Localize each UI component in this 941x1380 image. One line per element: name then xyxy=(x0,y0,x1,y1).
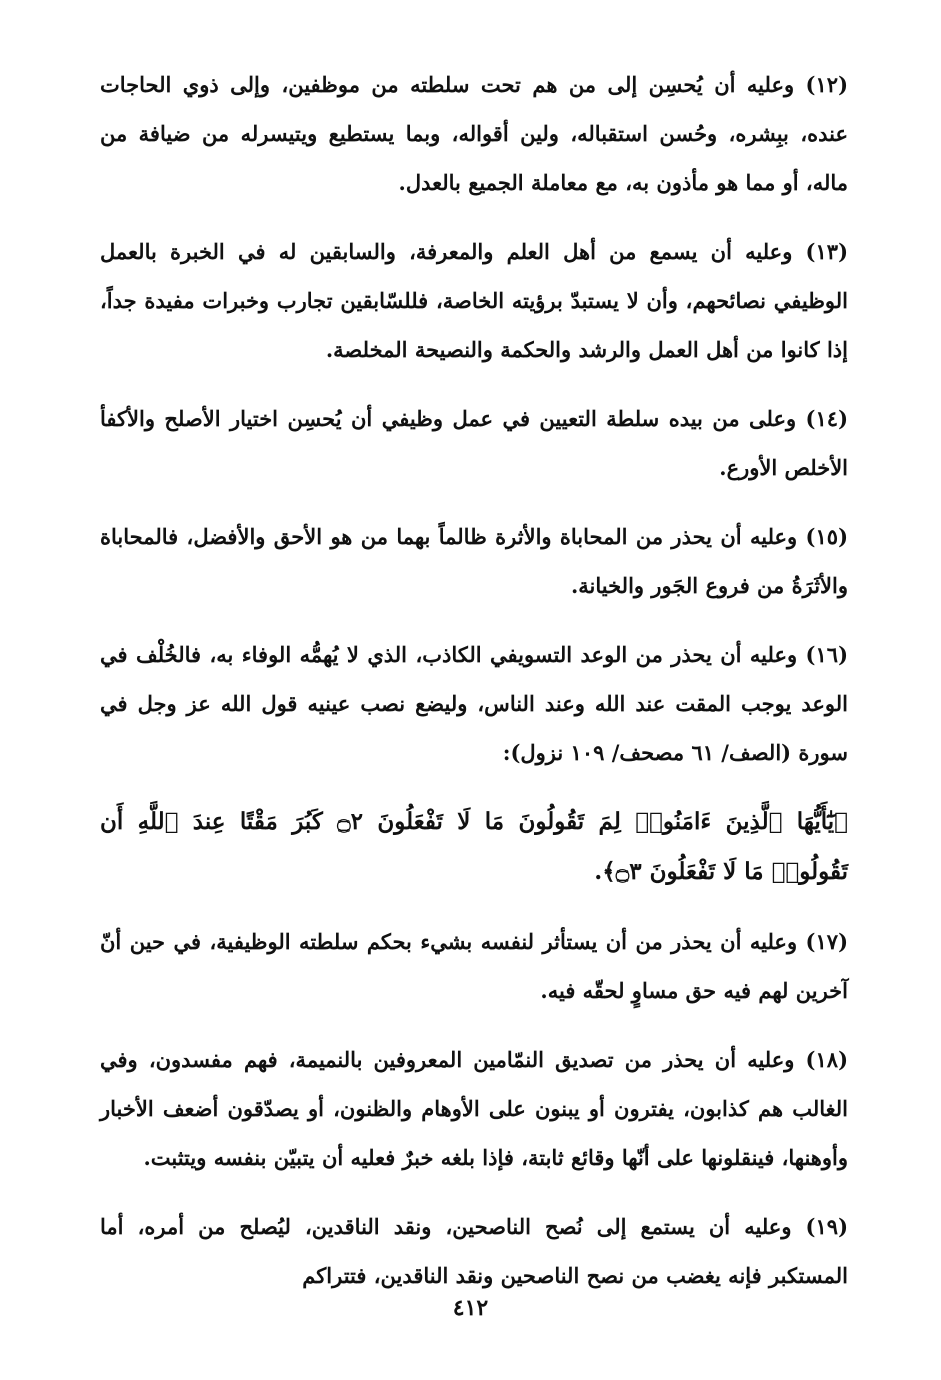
paragraph-18: (١٨) وعليه أن يحذر من تصديق النمّامين المعروفين بالنميمة، فهم مفسدون، وفي الغالب هم كذابون، يفترون أو يبنون على الأوهام والظنون، أو يصدّقون أضعف الأخبار وأوهنها، فينقلونها على أنّها وقائع ثابتة، فإذا بلغه خبرٌ فعليه أن يتبيّن بنفسه ويتثبت. xyxy=(100,1047,848,1170)
page-body xyxy=(100,60,848,1320)
paragraph-12: (١٢) وعليه أن يُحسِن إلى من هم تحت سلطته من موظفين، وإلى ذوي الحاجات عنده، ببِشره، وحُسن استقباله، ولين أقواله، وبما يستطيع ويتيسرله من ضيافة من ماله، أو مما هو مأذون به، مع معاملة الجميع بالعدل. xyxy=(100,72,848,195)
quran-verse: ﴿يَٰٓأَيُّهَا ٱلَّذِينَ ءَامَنُوا۟ لِمَ تَقُولُونَ مَا لَا تَفْعَلُونَ ۝٢ كَبُرَ مَقْتًا عِندَ ٱللَّهِ أَن تَقُولُوا۟ مَا لَا تَفْعَلُونَ ۝٣﴾. xyxy=(100,808,848,885)
paragraph-17: (١٧) وعليه أن يحذر من أن يستأثر لنفسه بشيء بحكم سلطته الوظيفية، في حين أنّ آخرين لهم فيه حق مساوٍ لحقّه فيه. xyxy=(100,929,848,1003)
paragraph-13: (١٣) وعليه أن يسمع من أهل العلم والمعرفة، والسابقين له في الخبرة بالعمل الوظيفي نصائحهم، وأن لا يستبدّ برؤيته الخاصة، فللسّابقين تجارب وخبرات مفيدة جداً، إذا كانوا من أهل العمل والرشد والحكمة والنصيحة المخلصة. xyxy=(100,239,848,362)
paragraph-14: (١٤) وعلى من بيده سلطة التعيين في عمل وظيفي أن يُحسِن اختيار الأصلح والأكفأ الأخلص الأورع. xyxy=(100,406,848,480)
page-number: ٤١٢ xyxy=(452,1295,489,1321)
paragraph-19: (١٩) وعليه أن يستمع إلى نُصح الناصحين، ونقد الناقدين، ليُصلح من أمره، أما المستكبر فإنه يغضب من نصح الناصحين ونقد الناقدين، فتتراكم xyxy=(100,1214,848,1288)
paragraph-16: (١٦) وعليه أن يحذر من الوعد التسويفي الكاذب، الذي لا يُهمُّه الوفاء به، فالخُلْف في الوعد يوجب المقت عند الله وعند الناس، وليضع نصب عينيه قول الله عز وجل في سورة (الصف/ ٦١ مصحف/ ١٠٩ نزول): xyxy=(100,642,848,765)
paragraph-15: (١٥) وعليه أن يحذر من المحاباة والأثرة ظالماً بهما من هو الأحق والأفضل، فالمحاباة والأثَرَةُ من فروع الجَور والخيانة. xyxy=(100,524,848,598)
